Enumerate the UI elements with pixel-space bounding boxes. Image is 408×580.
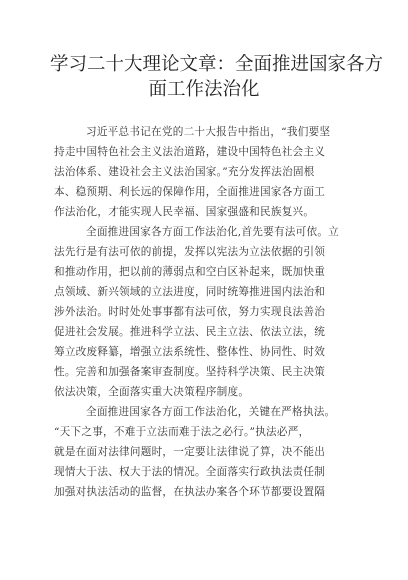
body-line: 性。完善和加强备案审查制度。坚持科学决策、民主决策 <box>54 366 326 378</box>
article-title-line-2: 面工作法治化 <box>148 79 260 100</box>
body-line: 加强对执法活动的监督，在执法办案各个环节都要设置隔 <box>54 486 326 498</box>
body-line: 全面推进国家各方面工作法治化,首先要有法可依。立 <box>86 226 340 238</box>
body-line: 促进社会发展。推进科学立法、民主立法、依法立法，统 <box>54 326 326 338</box>
body-line: 全面推进国家各方面工作法治化，关键在严格执法。 <box>86 406 336 418</box>
body-line: 法治体系、建设社会主义法治国家。”充分发挥法治固根 <box>54 166 315 178</box>
body-line: 本、稳预期、利长远的保障作用，全面推进国家各方面工 <box>54 186 326 198</box>
body-line: 和推动作用，把以前的薄弱点和空白区补起来，既加快重 <box>54 266 326 278</box>
body-line: 点领域、新兴领域的立法进度，同时统筹推进国内法治和 <box>54 286 326 298</box>
body-line: 涉外法治。时时处处事事都有法可依，努力实现良法善治 <box>54 306 326 318</box>
body-line: 持走中国特色社会主义法治道路，建设中国特色社会主义 <box>54 146 326 158</box>
article-title-line-1: 学习二十大理论文章：全面推进国家各方 <box>50 54 384 75</box>
body-line: 筹立改废释纂，增强立法系统性、整体性、协同性、时效 <box>54 346 326 358</box>
body-line: “天下之事，不难于立法而难于法之必行。”执法必严， <box>54 426 310 438</box>
body-line: 依法决策，全面落实重大决策程序制度。 <box>54 386 250 398</box>
body-line: 就是在面对法律问题时，一定要让法律说了算，决不能出 <box>54 446 326 458</box>
body-line: 作法治化，才能实现人民幸福、国家强盛和民族复兴。 <box>54 206 315 218</box>
body-line: 现情大于法、权大于法的情况。全面落实行政执法责任制 <box>54 466 326 478</box>
body-line: 法先行是有法可依的前提，发挥以宪法为立法依据的引领 <box>54 246 326 258</box>
body-line: 习近平总书记在党的二十大报告中指出，“我们要坚 <box>86 126 331 138</box>
